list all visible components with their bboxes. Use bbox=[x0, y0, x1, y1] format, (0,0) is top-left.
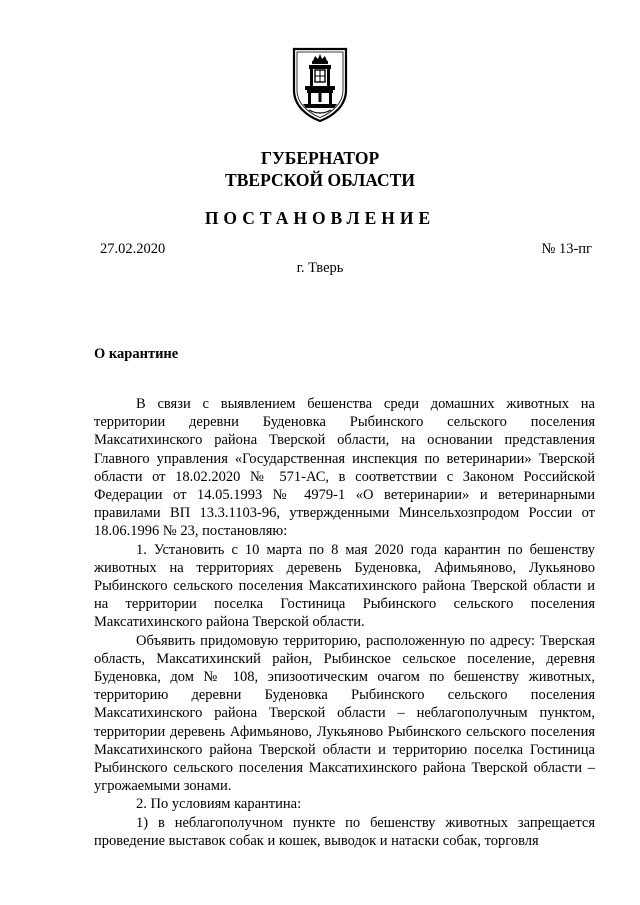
body-paragraph: Объявить придомовую территорию, расположенную по адресу: Тверская область, Максатихинский район, Рыбинское сельское поселение, деревня Буденовка, дом № 108, эпизоотическим очагом по бешенству животных, территорию деревни Буденовка Рыбинского сельского поселения Максатихинского района Тверской области – неблагополучным пунктом, территории деревень Афимьяново, Лукьяново Рыбинского сельского поселения Максатихинского района Тверской области и территорию поселка Гостиница Рыбинского сельского поселения Максатихинского района Тверской области – угрожаемыми зонами. bbox=[94, 632, 595, 795]
region-title: ТВЕРСКОЙ ОБЛАСТИ bbox=[225, 170, 415, 190]
tver-coat-of-arms-icon bbox=[291, 46, 349, 124]
governor-title: ГУБЕРНАТОР bbox=[260, 148, 380, 168]
document-city: г. Тверь bbox=[296, 260, 344, 276]
document-body bbox=[94, 395, 595, 850]
document-number: № 13-пг bbox=[541, 241, 592, 257]
body-paragraph: 1) в неблагополучном пункте по бешенству животных запрещается проведение выставок собак и кошек, выводок и натаски собак, торговля bbox=[94, 814, 595, 849]
document-type-title: ПОСТАНОВЛЕНИЕ bbox=[204, 208, 436, 228]
body-paragraph: 1. Установить с 10 марта по 8 мая 2020 года карантин по бешенству животных на территориях деревень Буденовка, Афимьяново, Лукьяново Рыбинского сельского поселения Максатихинского района Тверской области и на территории поселка Гостиница Рыбинского сельского поселения Максатихинского района Тверской области. bbox=[94, 541, 595, 631]
body-paragraph: В связи с выявлением бешенства среди домашних животных на территории деревни Буденовка Рыбинского сельского поселения Максатихинского района Тверской области, на основании представления Главного управления «Государственная инспекция по ветеринарии» Тверской области от 18.02.2020 № 571-АС, в соответствии с Законом Российской Федерации от 14.05.1993 № 4979-1 «О ветеринарии» и ветеринарными правилами ВП 13.3.1103-96, утвержденными Минсельхозпродом России от 18.06.1996 № 23, постановляю: bbox=[94, 396, 595, 540]
body-paragraph: 2. По условиям карантина: bbox=[136, 796, 302, 813]
document-date: 27.02.2020 bbox=[100, 241, 166, 257]
document-subject: О карантине bbox=[94, 346, 179, 362]
